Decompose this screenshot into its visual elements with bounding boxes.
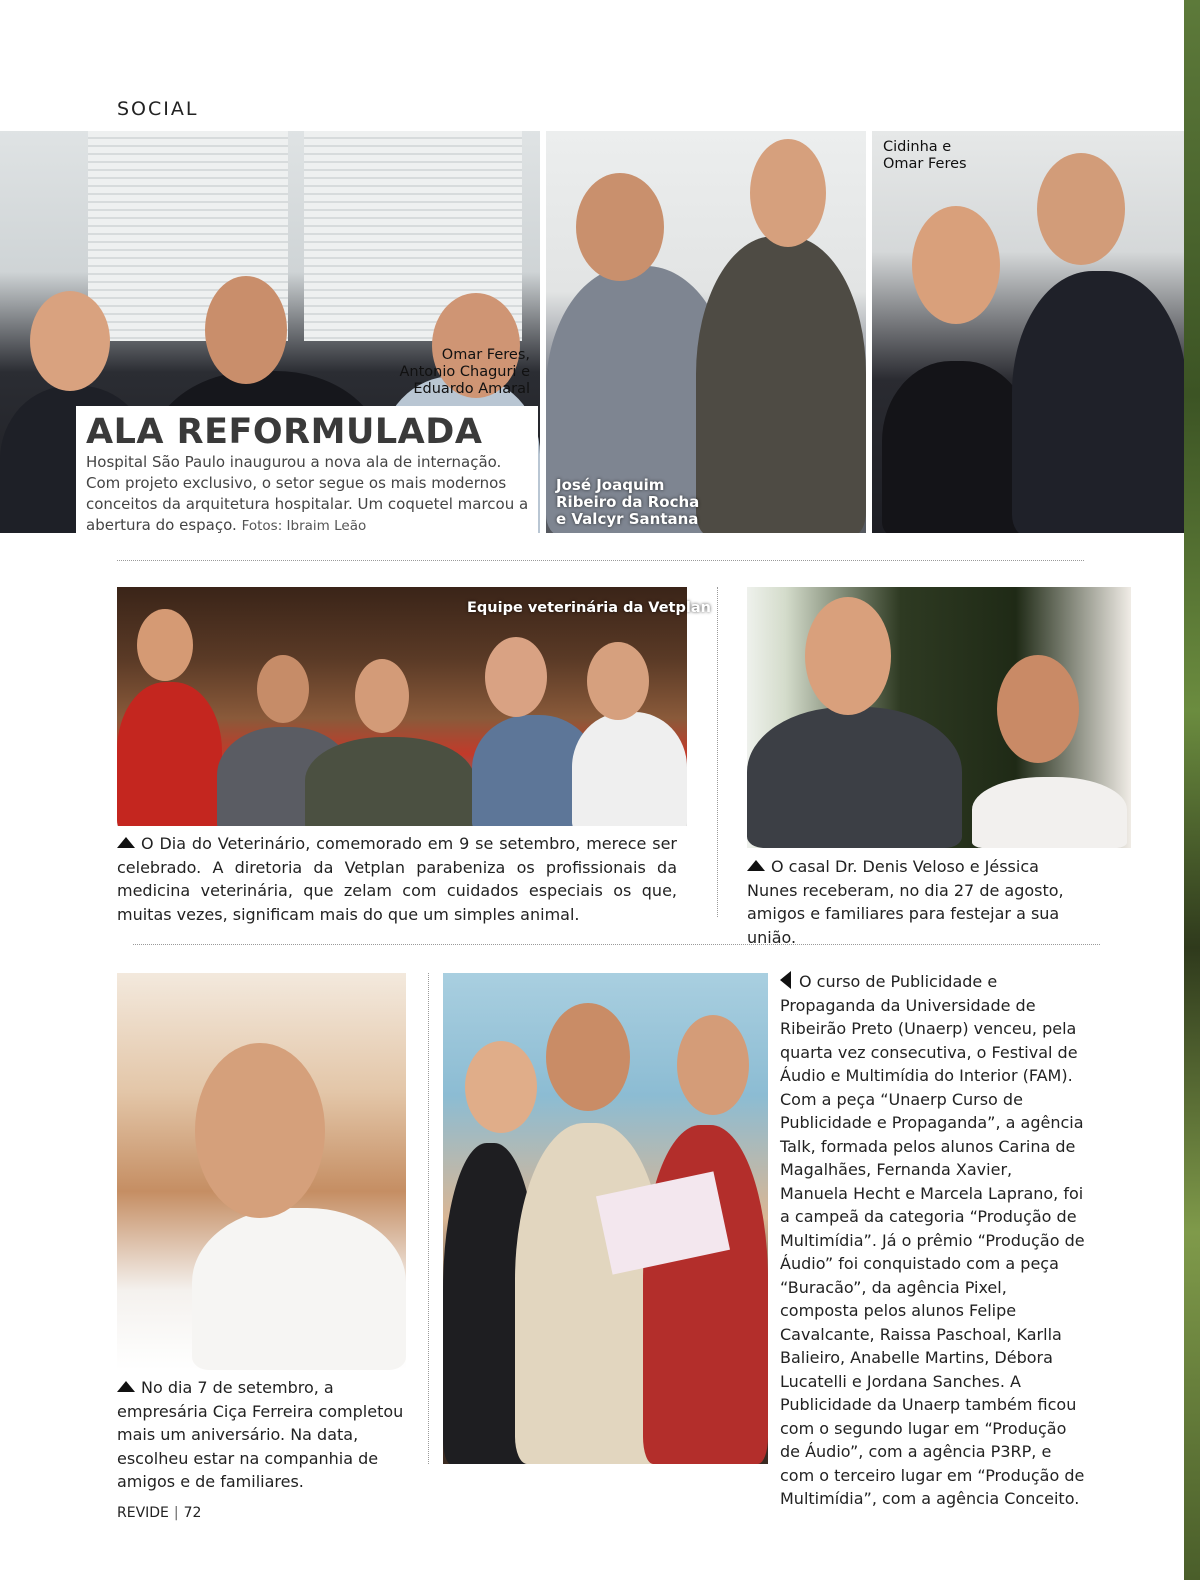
birthday-text: No dia 7 de setembro, a empresária Ciça Ferreira completou mais um aniversário. Na data, escolheu estar na companhia de amigos e de familiares.: [117, 1378, 404, 1491]
award-text: O curso de Publicidade e Propaganda da Universidade de Ribeirão Preto (Unaerp) venceu, pela quarta vez consecutiva, o Festival de Áudio e Multimídia do Interior (FAM). Com a peça “Unaerp Curso de Publicidade e Propaganda”, a agência Talk, formada pelos alunos Carina de Magalhães, Fernanda Xavier, Manuela Hecht e Marcela Laprano, foi a campeã da categoria “Produção de Multimídia”. Já o prêmio “Produção de Áudio” foi conquistado com a peça “Buracão”, da agência Pixel, composta pelos alunos Felipe Cavalcante, Raissa Paschoal, Karlla Balieiro, Anabelle Martins, Débora Lucatelli e Jordana Sanches. A Publicidade da Unaerp também ficou com o segundo lugar em “Produção de Áudio”, com a agência P3RP, e com o terceiro lugar em “Produção de Multimídia”, com a agência Conceito.: [780, 972, 1085, 1508]
triangle-up-icon: [747, 860, 765, 871]
divider: [133, 944, 1100, 945]
vetplan-text: O Dia do Veterinário, comemorado em 9 se setembro, merece ser celebrado. A diretoria da Vetplan parabeniza os profissionais da medicina veterinária, que zelam com cuidados especiais os que, muitas vezes, significam mais do que um simples animal.: [117, 834, 677, 924]
photo-cica-ferreira: [117, 973, 406, 1370]
column-divider: [717, 587, 718, 917]
photo-caption-cidinha-omar: Cidinha e Omar Feres: [883, 139, 967, 172]
photo-caption-vetplan: Equipe veterinária da Vetplan: [467, 600, 711, 616]
photo-credit: Fotos: Ibraim Leão: [241, 518, 367, 534]
page-number: 72: [183, 1505, 202, 1521]
magazine-name: REVIDE: [117, 1505, 169, 1521]
triangle-up-icon: [117, 1381, 135, 1392]
photo-cidinha-omar: [872, 131, 1184, 533]
photo-jose-valcyr: [546, 131, 866, 533]
triangle-left-icon: [780, 971, 791, 989]
next-page-edge: [1184, 0, 1200, 1580]
lead-paragraph: Hospital São Paulo inaugurou a nova ala de internação. Com projeto exclusivo, o setor segue os mais modernos conceitos da arquitetura hospitalar. Um coquetel marcou a abertura do espaço. Fotos: Ibraim Leão: [86, 453, 529, 534]
photo-caption-jose-valcyr: José Joaquim Ribeiro da Rocha e Valcyr Santana: [556, 476, 700, 528]
column-divider: [428, 973, 429, 1464]
wedding-text: O casal Dr. Denis Veloso e Jéssica Nunes receberam, no dia 27 de agosto, amigos e familiares para festejar a sua união.: [747, 857, 1064, 947]
page-footer: [117, 1505, 201, 1521]
footer-separator: |: [173, 1505, 179, 1521]
page-title: ALA REFORMULADA: [86, 412, 483, 452]
divider: [117, 560, 1084, 561]
photo-vetplan-team: [117, 587, 687, 826]
photo-wedding-couple: [747, 587, 1131, 848]
triangle-up-icon: [117, 837, 135, 848]
section-label: SOCIAL: [117, 98, 199, 120]
photo-caption-trio: Omar Feres, Antonio Chaguri e Eduardo Amaral: [399, 347, 530, 397]
photo-award-winners: [443, 973, 768, 1464]
